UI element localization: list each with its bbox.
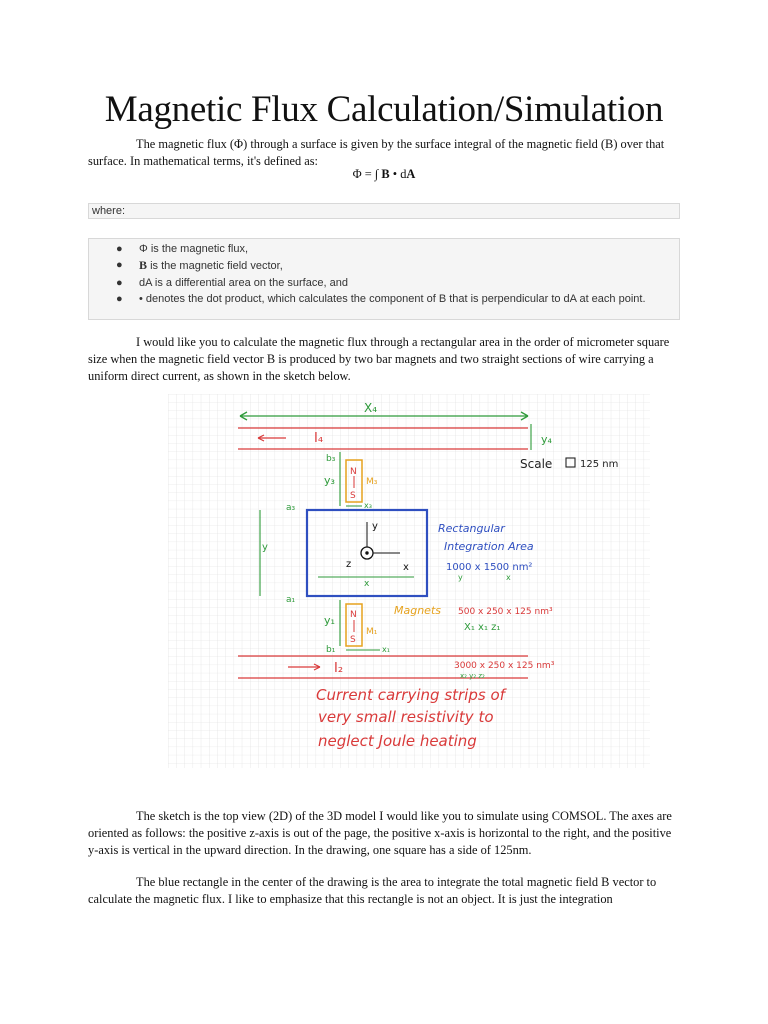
top-magnet-north-label: N [350,467,357,477]
label-b1: b₁ [326,645,336,655]
bullet-icon: ● [116,243,123,255]
definitions-box [88,238,680,320]
where-box [88,203,680,219]
label-y4: y₄ [541,433,552,446]
bottom-magnet-south-label: S [350,635,356,645]
bullet-icon: ● [116,292,123,305]
label-strip-dims: x₂ y₂ z₂ [460,672,485,680]
label-magnet-dims: X₁ x₁ z₁ [464,622,501,633]
note-line-2: very small resistivity to [318,708,494,726]
note-line-1: Current carrying strips of [316,686,505,704]
label-rect-size-x: x [506,573,511,582]
page-title: Magnetic Flux Calculation/Simulation [104,89,664,130]
formula-dot: • d [389,167,407,181]
label-z-axis: z [346,559,352,570]
label-strip-size: 3000 x 250 x 125 nm³ [454,661,555,671]
formula-lhs: Φ = ∫ [352,167,382,181]
sketch-intro-paragraph: I would like you to calculate the magnetic flux through a rectangular area in the order of micrometer square size when the magnetic field vector B is produced by two bar magnets and two straight sections of wire carrying a uniform direct current, as shown in the sketch below. [88,335,670,383]
definition-bold: B [139,258,148,273]
label-y1: y₁ [324,614,335,627]
label-b3: b₃ [326,454,336,464]
label-m1: M₁ [366,627,378,637]
bottom-magnet-north-label: N [350,610,357,620]
list-item [89,291,679,307]
label-rectangular: Rectangular [438,522,505,535]
label-magnet-size: 500 x 250 x 125 nm³ [458,607,553,617]
definitions-list [89,241,679,307]
intro-paragraph: The magnetic flux (Φ) through a surface is given by the surface integral of the magnetic field (B) over that surface. In mathematical terms, it's defined as: [88,137,665,168]
label-y-dimension: y [262,542,268,553]
label-x-axis: x [403,562,409,573]
where-label: where: [92,205,126,217]
formula-a: A [406,167,416,181]
label-x4: X₄ [364,401,378,415]
label-integration-area: Integration Area [444,540,534,553]
label-y-axis: y [372,521,378,532]
definition-text: Φ is the magnetic flux, [139,243,249,255]
sketch-description-paragraph: The sketch is the top view (2D) of the 3D model I would like you to simulate using COMSOL. The axes are oriented as follows: the positive z-axis is out of the page, the positive x-axis is horizontal to the right, and the positive y-axis is vertical in the upward direction. In the drawing, one square has a side of 125nm. [88,809,672,857]
label-rect-size: 1000 x 1500 nm² [446,562,533,573]
rectangle-description-paragraph: The blue rectangle in the center of the drawing is the area to integrate the total magnetic field B vector to calculate the magnetic flux. I like to emphasize that this rectangle is not an object. It is just the integration [88,875,657,906]
list-item [89,241,679,257]
label-scale: Scale [520,457,553,471]
list-item [89,275,679,291]
label-i2: I₂ [334,661,344,676]
definition-text: is the magnetic field vector, [147,260,283,273]
flux-formula [0,167,768,182]
label-a3: a₃ [286,503,296,513]
definition-text: dA is a differential area on the surface, and [139,276,348,289]
label-scale-value: 125 nm [580,459,619,470]
label-x-dimension: x [364,579,370,589]
formula-b: B [381,167,390,181]
label-i4: I₄ [314,431,324,446]
definition-text: • denotes the dot product, which calculates the component of B that is perpendicular to dA at each point. [139,292,646,305]
z-axis-dot-icon [365,551,368,554]
list-item [89,257,679,274]
bullet-icon: ● [116,276,123,289]
hand-drawn-sketch [168,394,650,768]
top-magnet-south-label: S [350,491,356,501]
label-a1: a₁ [286,595,296,605]
label-magnets: Magnets [394,604,441,617]
label-m3: M₃ [366,477,378,487]
label-y3: y₃ [324,474,335,487]
label-x3: x₃ [364,501,372,510]
label-x1: x₁ [382,645,390,654]
note-line-3: neglect Joule heating [318,732,477,750]
label-rect-size-y: y [458,573,463,582]
bullet-icon: ● [116,259,123,272]
